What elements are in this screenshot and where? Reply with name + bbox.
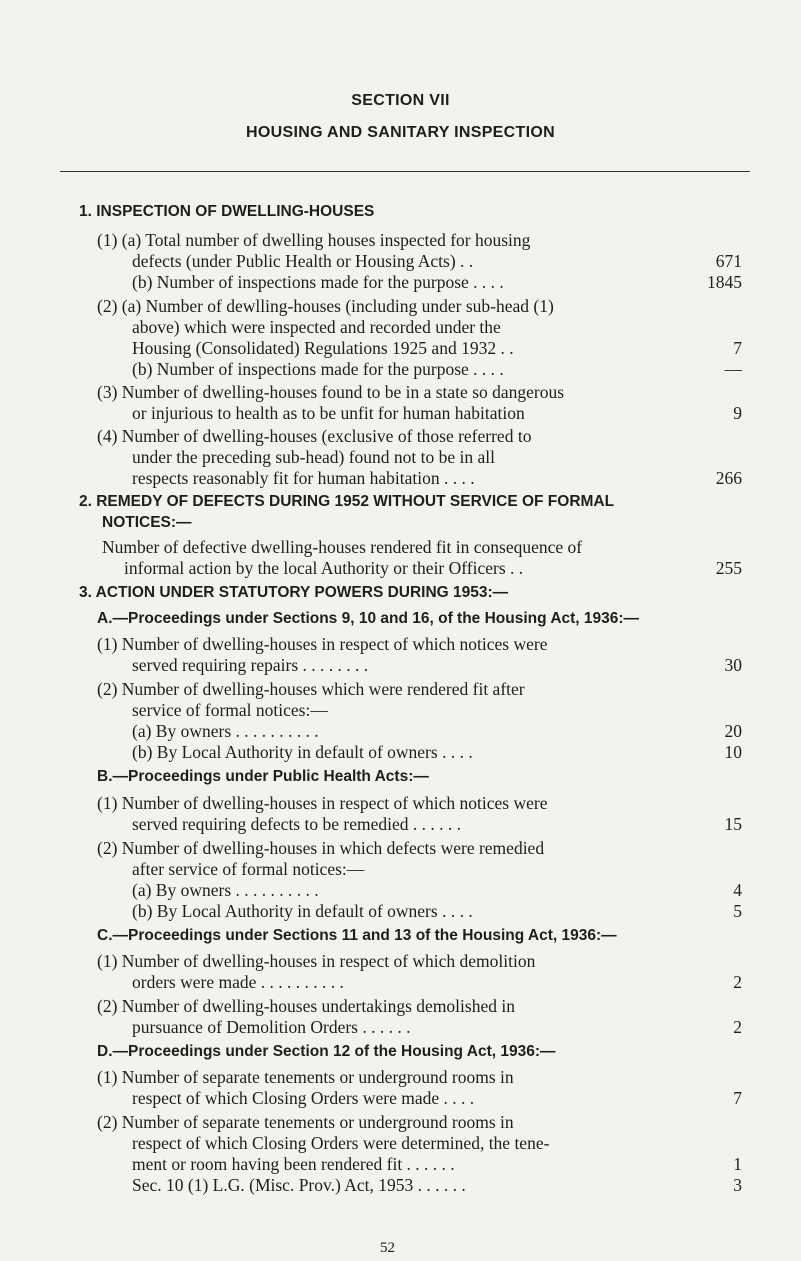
- entry-text: respects reasonably fit for human habitation . . . .: [132, 468, 475, 488]
- entry-text: defects (under Public Health or Housing Acts) . .: [132, 251, 474, 271]
- section-heading: NOTICES:—: [102, 514, 192, 531]
- entry-text: or injurious to health as to be unfit for human habitation: [132, 403, 525, 423]
- entry-value: 1: [733, 1154, 742, 1174]
- entry-text: (3) Number of dwelling-houses found to be in a state so dangerous: [97, 382, 565, 402]
- entry-text: served requiring defects to be remedied . . . . . .: [132, 814, 461, 834]
- entry-value: 10: [724, 742, 742, 762]
- page-number: 52: [380, 1240, 395, 1256]
- entry-value: 3: [733, 1175, 742, 1195]
- entry-text: (2) Number of dwelling-houses in which defects were remedied: [97, 838, 545, 858]
- entry-text: (1) Number of separate tenements or underground rooms in: [97, 1067, 514, 1087]
- entry-text: (b) Number of inspections made for the purpose . . . .: [132, 359, 504, 379]
- entry-text: respect of which Closing Orders were made . . . .: [132, 1088, 475, 1108]
- entry-text: (b) Number of inspections made for the purpose . . . .: [132, 272, 504, 292]
- entry-text: pursuance of Demolition Orders . . . . . .: [132, 1017, 411, 1037]
- entry-text: respect of which Closing Orders were determined, the tene-: [132, 1133, 550, 1153]
- entry-value: 255: [715, 558, 742, 578]
- entry-text: (a) By owners . . . . . . . . . .: [132, 721, 319, 741]
- entry-text: (2) (a) Number of dewlling-houses (including under sub-head (1): [97, 296, 554, 316]
- entry-text: under the preceding sub-head) found not to be in all: [132, 447, 496, 467]
- entry-text: informal action by the local Authority or their Officers . .: [124, 558, 524, 578]
- entry-text: above) which were inspected and recorded under the: [132, 317, 501, 337]
- section-heading: B.—Proceedings under Public Health Acts:—: [97, 768, 429, 785]
- entry-text: (b) By Local Authority in default of owners . . . .: [132, 742, 473, 762]
- entry-text: (1) Number of dwelling-houses in respect of which demolition: [97, 951, 536, 971]
- entry-text: (b) By Local Authority in default of owners . . . .: [132, 901, 473, 921]
- entry-text: (2) Number of dwelling-houses which were rendered fit after: [97, 679, 525, 699]
- entry-text: (1) Number of dwelling-houses in respect of which notices were: [97, 793, 548, 813]
- section-subtitle: HOUSING AND SANITARY INSPECTION: [246, 124, 555, 141]
- entry-text: Number of defective dwelling-houses rendered fit in consequence of: [102, 537, 583, 557]
- section-heading: D.—Proceedings under Section 12 of the Housing Act, 1936:—: [97, 1043, 556, 1060]
- entry-value: 15: [724, 814, 742, 834]
- entry-value: 5: [733, 901, 742, 921]
- section-heading: 3. ACTION UNDER STATUTORY POWERS DURING 1953:—: [79, 584, 509, 601]
- entry-text: served requiring repairs . . . . . . . .: [132, 655, 369, 675]
- entry-text: orders were made . . . . . . . . . .: [132, 972, 344, 992]
- entry-text: (1) Number of dwelling-houses in respect of which notices were: [97, 634, 548, 654]
- entry-text: service of formal notices:—: [132, 700, 328, 720]
- entry-value: 30: [724, 655, 742, 675]
- divider-rule: [60, 171, 750, 172]
- entry-text: (1) (a) Total number of dwelling houses inspected for housing: [97, 230, 531, 250]
- entry-text: (2) Number of dwelling-houses undertakings demolished in: [97, 996, 515, 1016]
- section-heading: 1. INSPECTION OF DWELLING-HOUSES: [79, 203, 375, 220]
- section-title: SECTION VII: [351, 92, 450, 109]
- entry-value: 9: [733, 403, 742, 423]
- entry-value: 671: [715, 251, 742, 271]
- entry-value: 7: [733, 1088, 742, 1108]
- entry-value: 7: [733, 338, 742, 358]
- section-heading: 2. REMEDY OF DEFECTS DURING 1952 WITHOUT SERVICE OF FORMAL: [79, 493, 615, 510]
- entry-value: 1845: [707, 272, 742, 292]
- entry-text: (4) Number of dwelling-houses (exclusive of those referred to: [97, 426, 532, 446]
- entry-value: 2: [733, 1017, 742, 1037]
- entry-text: Housing (Consolidated) Regulations 1925 and 1932 . .: [132, 338, 514, 358]
- section-heading: A.—Proceedings under Sections 9, 10 and 16, of the Housing Act, 1936:—: [97, 610, 640, 627]
- entry-value: 2: [733, 972, 742, 992]
- section-heading: C.—Proceedings under Sections 11 and 13 of the Housing Act, 1936:—: [97, 927, 617, 944]
- entry-text: Sec. 10 (1) L.G. (Misc. Prov.) Act, 1953 . . . . . .: [132, 1175, 466, 1195]
- entry-text: after service of formal notices:—: [132, 859, 365, 879]
- entry-text: (2) Number of separate tenements or underground rooms in: [97, 1112, 514, 1132]
- entry-text: (a) By owners . . . . . . . . . .: [132, 880, 319, 900]
- entry-value: 20: [724, 721, 742, 741]
- entry-value: —: [724, 359, 742, 379]
- entry-text: ment or room having been rendered fit . . . . . .: [132, 1154, 455, 1174]
- entry-value: 266: [715, 468, 742, 488]
- entry-value: 4: [733, 880, 742, 900]
